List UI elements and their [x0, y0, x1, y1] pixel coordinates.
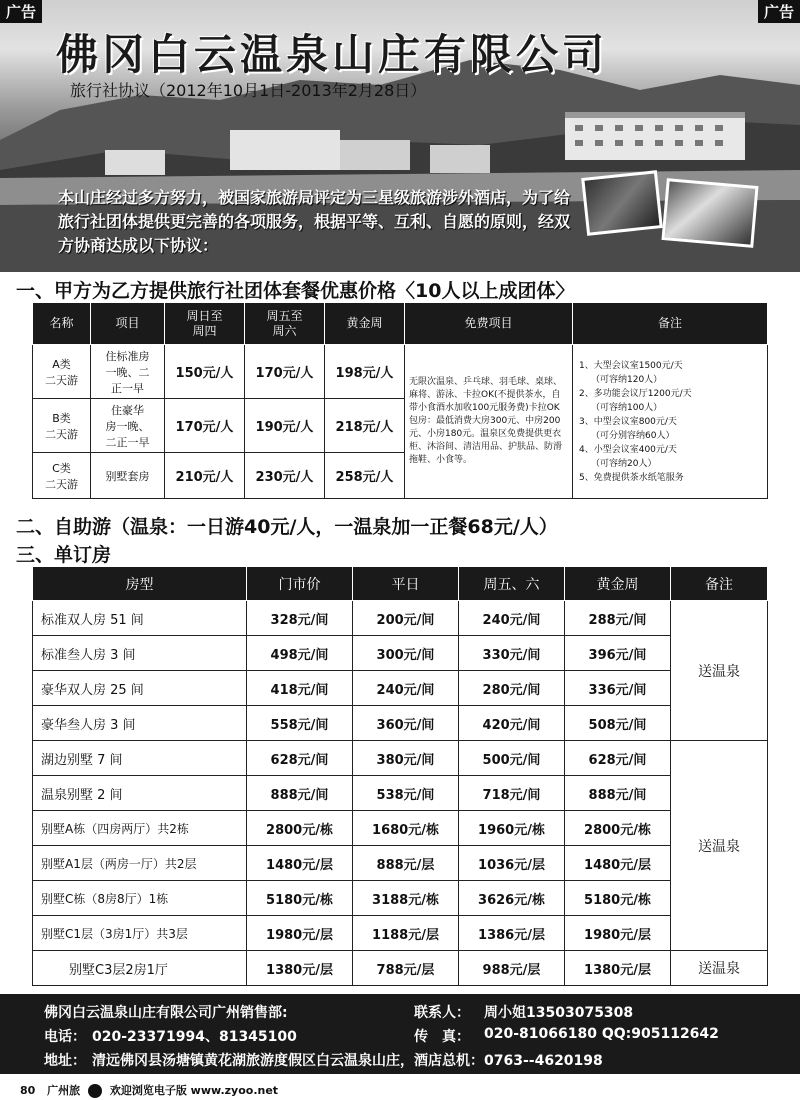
package-name: A类 二天游 [33, 345, 91, 399]
col-header: 黄金周 [325, 303, 405, 345]
room-type: 标准双人房 51 间 [33, 601, 247, 636]
rate-list: 558元/间 [247, 706, 353, 741]
company-title: 佛冈白云温泉山庄有限公司 [56, 30, 609, 79]
publication-logo-icon [88, 1084, 102, 1098]
rate-golden-week: 1380元/层 [565, 951, 671, 986]
col-header: 名称 [33, 303, 91, 345]
note-line: （可容纳20人） [591, 458, 657, 469]
rate-weekend: 1386元/层 [459, 916, 565, 951]
price-golden-week: 198元/人 [325, 345, 405, 399]
hotel-photo-1 [581, 170, 663, 236]
note-line: （可容纳120人） [591, 374, 663, 385]
contact-footer [0, 994, 800, 1074]
rate-golden-week: 5180元/栋 [565, 881, 671, 916]
rate-weekday: 3188元/栋 [353, 881, 459, 916]
contact-label: 联系人： [414, 1005, 470, 1021]
price-golden-week: 218元/人 [325, 399, 405, 453]
rate-list: 888元/间 [247, 776, 353, 811]
room-type: 豪华双人房 25 间 [33, 671, 247, 706]
section3-heading: 三、单订房 [16, 544, 112, 566]
rate-golden-week: 2800元/栋 [565, 811, 671, 846]
remark-cell: 送温泉 [671, 741, 768, 951]
col-header: 周日至 周四 [165, 303, 245, 345]
room-type: 别墅C1层（3房1厅）共3层 [33, 916, 247, 951]
rate-weekend: 500元/间 [459, 741, 565, 776]
phone-numbers: 020-23371994、81345100 [92, 1029, 297, 1045]
note-line: 1、大型会议室1500元/天 [579, 360, 683, 371]
price-weekday: 150元/人 [165, 345, 245, 399]
remark-cell: 送温泉 [671, 601, 768, 741]
note-line: （可分别容纳60人） [591, 430, 675, 441]
rate-list: 1980元/层 [247, 916, 353, 951]
room-type: 别墅A栋（四房两厅）共2栋 [33, 811, 247, 846]
rate-weekday: 788元/层 [353, 951, 459, 986]
rate-list: 498元/间 [247, 636, 353, 671]
package-item: 别墅套房 [91, 453, 165, 499]
room-type: 温泉别墅 2 间 [33, 776, 247, 811]
rate-weekday: 1680元/栋 [353, 811, 459, 846]
agreement-period: 旅行社协议（2012年10月1日-2013年2月28日） [70, 81, 427, 100]
table-row [33, 776, 768, 811]
contact-person: 周小姐13503075308 [484, 1005, 634, 1021]
table-row [33, 881, 768, 916]
rate-weekday: 538元/间 [353, 776, 459, 811]
table-header-row [33, 567, 768, 601]
rate-golden-week: 1480元/层 [565, 846, 671, 881]
rate-weekday: 380元/间 [353, 741, 459, 776]
hotel-photo-2 [661, 178, 758, 248]
room-type: 别墅A1层（两房一厅）共2层 [33, 846, 247, 881]
note-line: （可容纳100人） [591, 402, 663, 413]
rate-weekend: 3626元/栋 [459, 881, 565, 916]
publication-name: 广州旅 [47, 1084, 81, 1097]
remark-cell: 送温泉 [671, 951, 768, 986]
rate-weekend: 1036元/层 [459, 846, 565, 881]
note-line: 3、中型会议室800元/天 [579, 416, 677, 427]
price-weekend: 230元/人 [245, 453, 325, 499]
table-row [33, 671, 768, 706]
rate-weekend: 330元/间 [459, 636, 565, 671]
table-header-row [33, 303, 768, 345]
rate-golden-week: 628元/间 [565, 741, 671, 776]
rate-weekday: 240元/间 [353, 671, 459, 706]
rate-golden-week: 288元/间 [565, 601, 671, 636]
rate-weekday: 888元/层 [353, 846, 459, 881]
rate-weekday: 300元/间 [353, 636, 459, 671]
note-line: 4、小型会议室400元/天 [579, 444, 677, 455]
rate-weekday: 360元/间 [353, 706, 459, 741]
col-header: 门市价 [247, 567, 353, 601]
col-header: 黄金周 [565, 567, 671, 601]
package-name: B类 二天游 [33, 399, 91, 453]
price-golden-week: 258元/人 [325, 453, 405, 499]
table-row [33, 345, 768, 399]
table-row [33, 951, 768, 986]
rate-weekend: 1960元/栋 [459, 811, 565, 846]
ad-label-left: 广告 [0, 0, 42, 23]
col-header: 项目 [91, 303, 165, 345]
col-header: 免费项目 [405, 303, 573, 345]
note-line: 5、免费提供茶水纸笔服务 [579, 472, 684, 483]
rate-weekday: 200元/间 [353, 601, 459, 636]
col-header: 周五、六 [459, 567, 565, 601]
rate-list: 328元/间 [247, 601, 353, 636]
table-row [33, 636, 768, 671]
price-weekday: 170元/人 [165, 399, 245, 453]
col-header: 备注 [573, 303, 768, 345]
fax-qq: 020-81066180 QQ:905112642 [484, 1026, 719, 1042]
phone-label: 电话： [44, 1029, 86, 1045]
table-row [33, 916, 768, 951]
room-type: 标准叁人房 3 间 [33, 636, 247, 671]
rate-list: 5180元/栋 [247, 881, 353, 916]
sales-office-name: 佛冈白云温泉山庄有限公司广州销售部: [44, 1005, 288, 1021]
section1-heading: 一、甲方为乙方提供旅行社团体套餐优惠价格〈10人以上成团体〉 [16, 280, 575, 302]
rate-weekend: 420元/间 [459, 706, 565, 741]
page-number: 80 [20, 1084, 36, 1097]
ad-label-right: 广告 [758, 0, 800, 23]
address-text: 清远佛冈县汤塘镇黄花湖旅游度假区白云温泉山庄，酒店总机：0763--4620198 [92, 1053, 603, 1069]
col-header: 周五至 周六 [245, 303, 325, 345]
rate-list: 418元/间 [247, 671, 353, 706]
rate-weekend: 280元/间 [459, 671, 565, 706]
rate-golden-week: 336元/间 [565, 671, 671, 706]
intro-paragraph: 本山庄经过多方努力，被国家旅游局评定为三星级旅游涉外酒店，为了给旅行社团体提供更完善的各项服务，根据平等、互利、自愿的原则，经双方协商达成以下协议： [58, 188, 571, 255]
rate-golden-week: 396元/间 [565, 636, 671, 671]
rate-golden-week: 888元/间 [565, 776, 671, 811]
rate-weekend: 988元/层 [459, 951, 565, 986]
package-item: 住标准房 一晚、二 正一早 [91, 345, 165, 399]
table-row [33, 601, 768, 636]
group-package-table [32, 302, 768, 499]
col-header: 房型 [33, 567, 247, 601]
room-rate-table [32, 566, 768, 986]
col-header: 平日 [353, 567, 459, 601]
website-link[interactable]: 欢迎浏览电子版 www.zyoo.net [109, 1084, 279, 1097]
col-header: 备注 [671, 567, 768, 601]
section2-heading: 二、自助游（温泉：一日游40元/人，一温泉加一正餐68元/人） [16, 516, 558, 538]
notes-cell [573, 345, 768, 499]
note-line: 2、多功能会议厅1200元/天 [579, 388, 692, 399]
rate-list: 1380元/层 [247, 951, 353, 986]
table-row [33, 741, 768, 776]
rate-golden-week: 1980元/层 [565, 916, 671, 951]
rate-golden-week: 508元/间 [565, 706, 671, 741]
table-row [33, 706, 768, 741]
room-type: 豪华叁人房 3 间 [33, 706, 247, 741]
fax-label: 传 真： [414, 1029, 470, 1045]
rate-list: 1480元/层 [247, 846, 353, 881]
room-type: 湖边别墅 7 间 [33, 741, 247, 776]
rate-list: 628元/间 [247, 741, 353, 776]
rate-weekend: 718元/间 [459, 776, 565, 811]
hero-banner [0, 0, 800, 272]
page-footer [20, 1082, 278, 1098]
price-weekend: 170元/人 [245, 345, 325, 399]
rate-weekday: 1188元/层 [353, 916, 459, 951]
address-label: 地址： [44, 1053, 86, 1069]
free-items: 无限次温泉、乒乓球、羽毛球、桌球、麻将、游泳、卡拉OK(不提供茶水，自带小食酒水加收100元服务费)卡拉OK包房：最低消费大房300元、中房200元、小房180元。温泉区免费提供更衣柜、沐浴间、清洁用品、护肤品、防滑拖鞋、小食等。 [405, 345, 573, 499]
price-weekday: 210元/人 [165, 453, 245, 499]
table-row [33, 846, 768, 881]
room-type: 别墅C栋（8房8厅）1栋 [33, 881, 247, 916]
rate-weekend: 240元/间 [459, 601, 565, 636]
rate-list: 2800元/栋 [247, 811, 353, 846]
package-name: C类 二天游 [33, 453, 91, 499]
room-type: 别墅C3层2房1厅 [33, 951, 247, 986]
price-weekend: 190元/人 [245, 399, 325, 453]
package-item: 住豪华 房一晚、 二正一早 [91, 399, 165, 453]
table-row [33, 811, 768, 846]
